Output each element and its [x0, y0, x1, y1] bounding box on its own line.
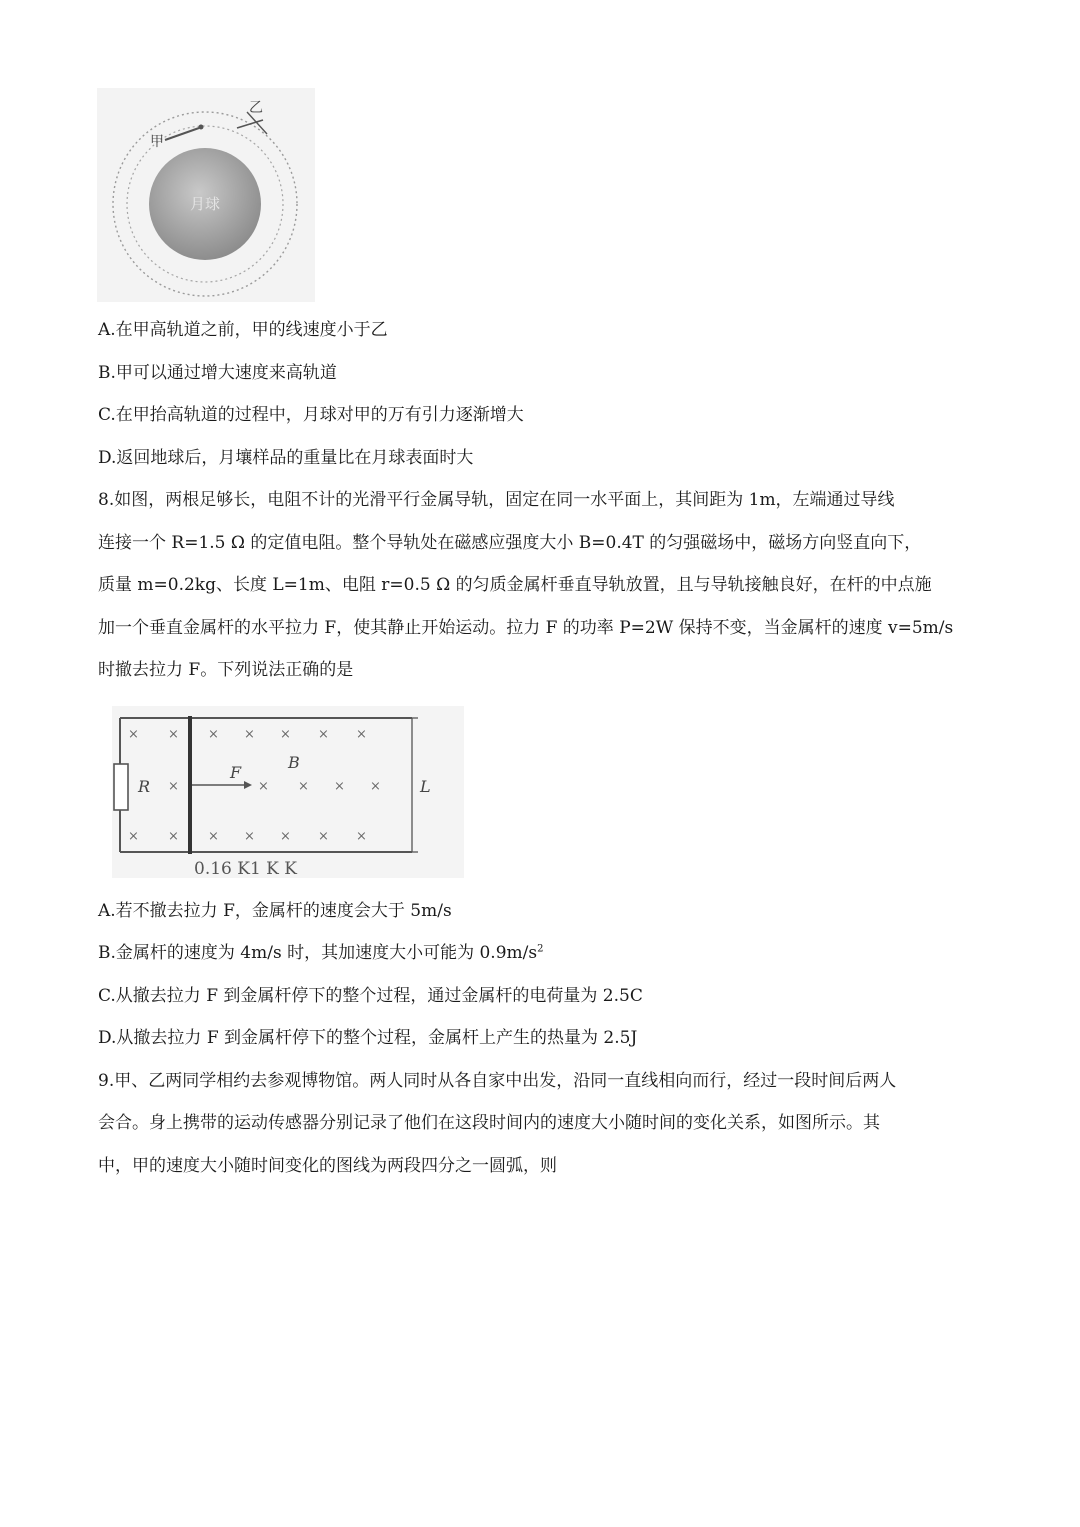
q8-stem-line: 时撤去拉力 F。下列说法正确的是 — [98, 660, 354, 680]
rail-circuit-figure — [112, 706, 464, 878]
svg-text:×: × — [318, 727, 329, 742]
q8-stem-line: 质量 m=0.2kg、长度 L=1m、电阻 r=0.5 Ω 的匀质金属杆垂直导轨放置，且与导轨接触良好，在杆的中点施 — [98, 575, 932, 595]
q7-option-c: C.在甲抬高轨道的过程中，月球对甲的万有引力逐渐增大 — [98, 405, 524, 425]
moon-label: 月球 — [189, 195, 221, 213]
q7-option-d: D.返回地球后，月壤样品的重量比在月球表面时大 — [98, 448, 474, 468]
svg-text:×: × — [356, 829, 367, 844]
q8-option-d: D.从撤去拉力 F 到金属杆停下的整个过程，金属杆上产生的热量为 2.5J — [98, 1028, 638, 1048]
svg-text:×: × — [370, 779, 381, 794]
satellite-b-label: 乙 — [249, 100, 263, 116]
q8-stem-line: 连接一个 R=1.5 Ω 的定值电阻。整个导轨处在磁感应强度大小 B=0.4T 的匀强磁场中，磁场方向竖直向下， — [98, 533, 922, 553]
svg-text:×: × — [208, 829, 219, 844]
svg-text:×: × — [128, 727, 139, 742]
field-label: B — [288, 753, 300, 772]
q8-option-a: A.若不撤去拉力 F，金属杆的速度会大于 5m/s — [98, 901, 452, 921]
svg-text:×: × — [334, 779, 345, 794]
svg-text:×: × — [280, 829, 291, 844]
satellite-a-label: 甲 — [150, 134, 164, 150]
svg-text:×: × — [208, 727, 219, 742]
svg-text:×: × — [280, 727, 291, 742]
svg-text:×: × — [298, 779, 309, 794]
svg-text:×: × — [244, 829, 255, 844]
q7-option-a: A.在甲高轨道之前，甲的线速度小于乙 — [98, 320, 388, 340]
q9-stem-line: 9.甲、乙两同学相约去参观博物馆。两人同时从各自家中出发，沿同一直线相向而行，经过一段时间后两人 — [98, 1071, 897, 1091]
force-label: F — [230, 763, 242, 782]
svg-text:×: × — [244, 727, 255, 742]
svg-text:×: × — [356, 727, 367, 742]
svg-text:×: × — [168, 727, 179, 742]
q8-stem-line: 8.如图，两根足够长，电阻不计的光滑平行金属导轨，固定在同一水平面上，其间距为 1m，左端通过导线 — [98, 490, 895, 510]
resistor — [114, 764, 128, 810]
svg-text:×: × — [168, 829, 179, 844]
q8-option-c: C.从撤去拉力 F 到金属杆停下的整个过程，通过金属杆的电荷量为 2.5C — [98, 986, 643, 1006]
svg-text:×: × — [318, 829, 329, 844]
q9-stem-line: 会合。身上携带的运动传感器分别记录了他们在这段时间内的速度大小随时间的变化关系，如图所示。其 — [98, 1113, 880, 1133]
svg-text:×: × — [168, 779, 179, 794]
q7-option-b: B.甲可以通过增大速度来高轨道 — [98, 363, 337, 383]
q8-option-b-superscript: 2 — [537, 943, 544, 955]
svg-text:×: × — [128, 829, 139, 844]
handwritten-note: 0.16 K1 K K — [194, 859, 297, 878]
length-label: L — [420, 777, 431, 796]
q8-stem-line: 加一个垂直金属杆的水平拉力 F，使其静止开始运动。拉力 F 的功率 P=2W 保持不变，当金属杆的速度 v=5m/s — [98, 618, 954, 638]
resistor-label: R — [138, 777, 151, 796]
q8-option-b — [98, 942, 998, 964]
q9-stem-line: 中，甲的速度大小随时间变化的图线为两段四分之一圆弧，则 — [98, 1156, 557, 1176]
svg-text:×: × — [258, 779, 269, 794]
moon-orbit-figure — [97, 88, 315, 302]
q8-option-b-text: B.金属杆的速度为 4m/s 时，其加速度大小可能为 0.9m/s — [98, 943, 538, 963]
